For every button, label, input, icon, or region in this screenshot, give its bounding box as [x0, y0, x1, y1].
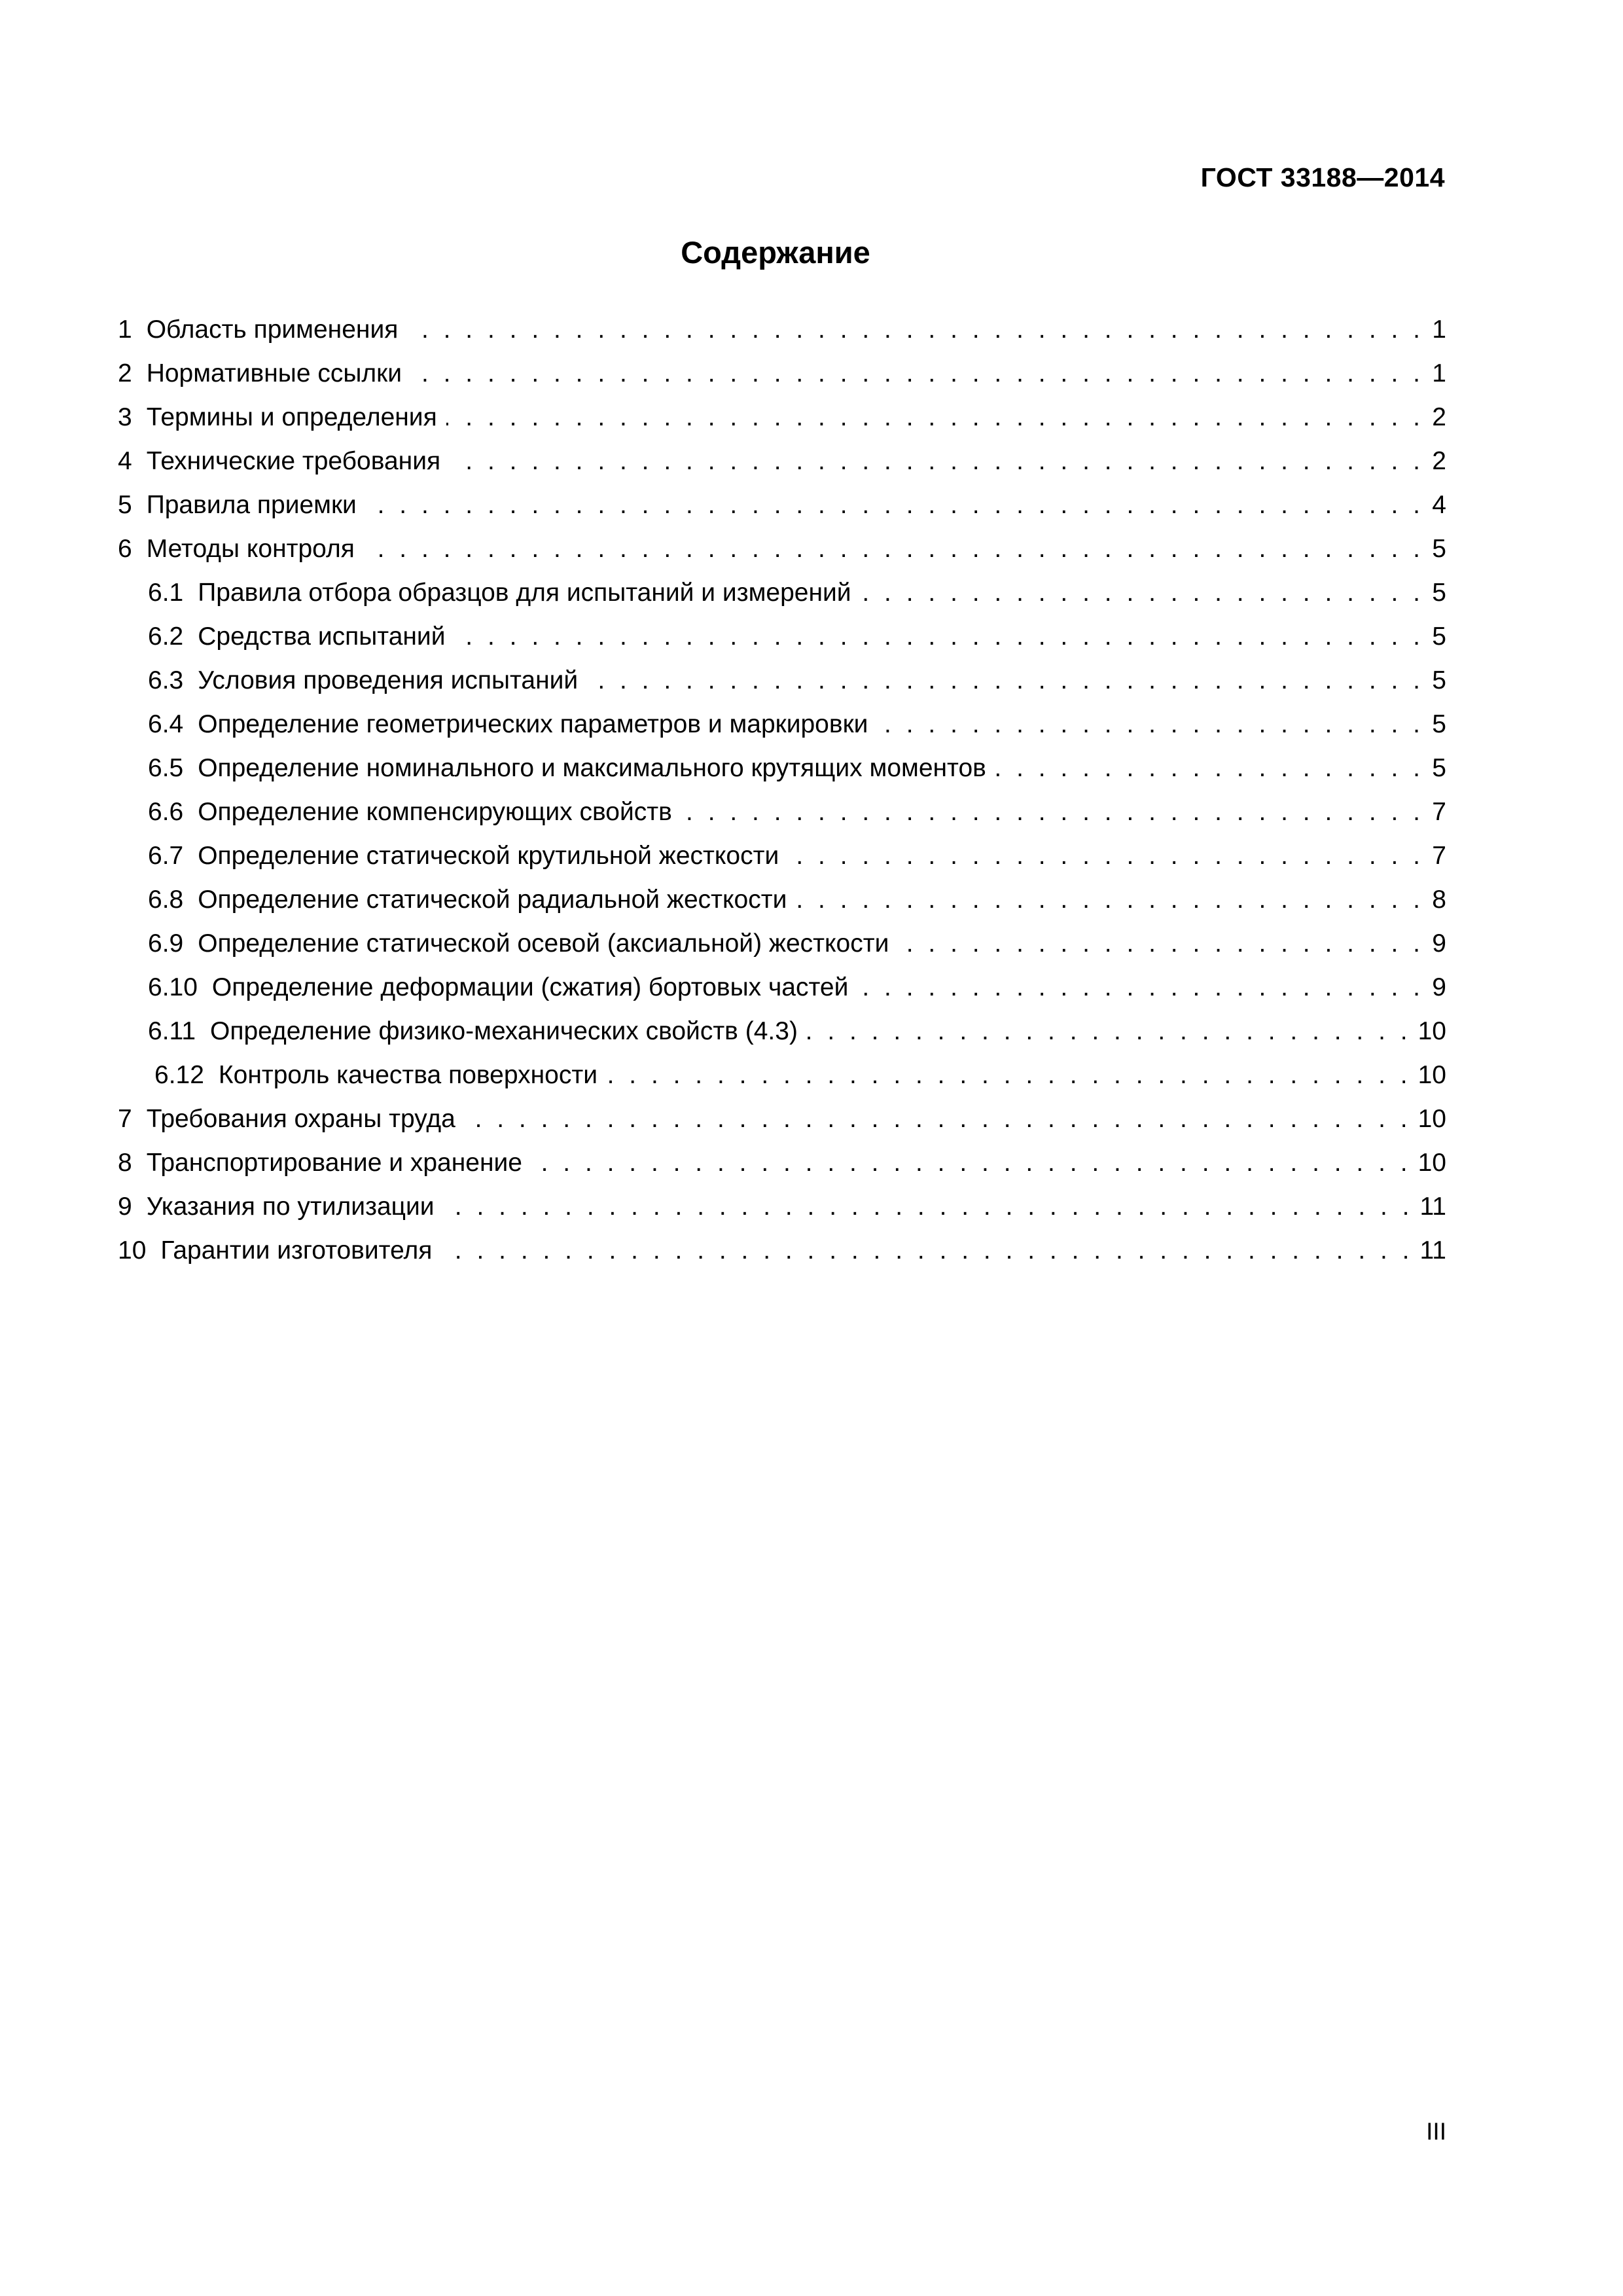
toc-entry-number: 6.12 — [154, 1061, 204, 1089]
toc-entry-page: 10 — [1418, 1105, 1446, 1133]
toc-entry-number: 4 — [118, 447, 132, 475]
toc-entry-title: Условия проведения испытаний — [198, 666, 579, 694]
toc-entry-page: 10 — [1418, 1149, 1446, 1177]
toc-leader-dots — [465, 1103, 1412, 1134]
toc-entry-title: Определение статической радиальной жесткости — [198, 886, 787, 914]
toc-entry-number: 2 — [118, 359, 132, 387]
toc-entry-page: 4 — [1432, 491, 1446, 519]
toc-entry-page: 11 — [1419, 1236, 1446, 1265]
toc-leader-dots — [898, 928, 1424, 959]
toc-entry-page: 2 — [1432, 403, 1446, 431]
toc-entry-number: 8 — [118, 1149, 132, 1177]
toc-entry-page: 5 — [1432, 710, 1446, 738]
toc-subentry[interactable] — [118, 652, 1446, 696]
document-number: ГОСТ 33188—2014 — [1200, 162, 1445, 192]
toc-entry-page: 7 — [1432, 842, 1446, 870]
toc-entry-number: 10 — [118, 1236, 147, 1265]
page-title: Содержание — [681, 235, 870, 270]
toc-entry-title: Определение деформации (сжатия) бортовых частей — [211, 973, 849, 1001]
toc-entry[interactable] — [118, 433, 1446, 476]
toc-entry-number: 6.9 — [148, 929, 184, 958]
toc-leader-dots — [877, 709, 1424, 740]
toc-entry-number: 1 — [118, 315, 132, 344]
toc-entry-page: 2 — [1432, 447, 1446, 475]
toc-entry[interactable] — [118, 1134, 1446, 1178]
toc-leader-dots — [407, 314, 1424, 345]
toc-subentry[interactable] — [118, 1047, 1446, 1090]
toc-leader-dots — [607, 1060, 1412, 1090]
toc-entry-page: 10 — [1418, 1061, 1446, 1089]
page-number: III — [1426, 2118, 1446, 2145]
toc-subentry[interactable] — [118, 827, 1446, 871]
toc-entry-number: 6 — [118, 535, 132, 563]
toc-entry-title: Гарантии изготовителя — [160, 1236, 433, 1265]
toc-entry-number: 3 — [118, 403, 132, 431]
toc-entry-title: Термины и определения — [146, 403, 437, 431]
toc-entry-page: 1 — [1432, 359, 1446, 387]
toc-entry-title: Транспортирование и хранение — [146, 1149, 522, 1177]
toc-entry-number: 6.2 — [148, 622, 184, 651]
toc-entry-title: Определение компенсирующих свойств — [198, 798, 672, 826]
toc-leader-dots — [995, 753, 1424, 783]
toc-subentry[interactable] — [118, 696, 1446, 740]
toc-entry-title: Средства испытаний — [198, 622, 446, 651]
toc-entry-title: Указания по утилизации — [146, 1193, 435, 1221]
toc-entry[interactable] — [118, 1222, 1446, 1266]
toc-entry-page: 10 — [1418, 1017, 1446, 1045]
toc-entry-number: 6.4 — [148, 710, 184, 738]
toc-leader-dots — [681, 797, 1424, 827]
toc-entry-number: 6.8 — [148, 886, 184, 914]
toc-entry[interactable] — [118, 345, 1446, 389]
toc-entry-title: Область применения — [146, 315, 399, 344]
toc-entry-title: Определение геометрических параметров и маркировки — [198, 710, 868, 738]
toc-entry-title: Методы контроля — [146, 535, 355, 563]
toc-subentry[interactable] — [118, 564, 1446, 608]
toc-leader-dots — [446, 402, 1424, 433]
toc-entry[interactable] — [118, 1090, 1446, 1134]
toc-entry-title: Технические требования — [146, 447, 441, 475]
toc-entry-number: 6.7 — [148, 842, 184, 870]
toc-entry-title: Определение физико-механических свойств (4.3) — [210, 1017, 798, 1045]
toc-leader-dots — [807, 1016, 1412, 1047]
toc-entry-title: Нормативные ссылки — [146, 359, 402, 387]
toc-entry-page: 1 — [1432, 315, 1446, 344]
toc-entry-number: 6.6 — [148, 798, 184, 826]
toc-entry[interactable] — [118, 1178, 1446, 1222]
toc-leader-dots — [364, 533, 1424, 564]
toc-leader-dots — [444, 1191, 1414, 1222]
toc-entry-page: 5 — [1432, 622, 1446, 651]
toc-subentry[interactable] — [118, 871, 1446, 915]
toc-entry-page: 9 — [1432, 929, 1446, 958]
toc-entry-page: 5 — [1432, 754, 1446, 782]
toc-entry-page: 5 — [1432, 535, 1446, 563]
toc-leader-dots — [411, 358, 1424, 389]
toc-entry-title: Правила отбора образцов для испытаний и измерений — [198, 579, 851, 607]
toc-entry-number: 7 — [118, 1105, 132, 1133]
toc-leader-dots — [366, 490, 1424, 520]
toc-entry-title: Контроль качества поверхности — [218, 1061, 597, 1089]
toc-subentry[interactable] — [118, 959, 1446, 1003]
toc-entry-title: Определение статической осевой (аксиальной) жесткости — [198, 929, 889, 958]
toc-entry-title: Определение статической крутильной жесткости — [198, 842, 779, 870]
toc-subentry[interactable] — [118, 915, 1446, 959]
toc-entry-number: 5 — [118, 491, 132, 519]
toc-entry-title: Правила приемки — [146, 491, 357, 519]
toc-subentry[interactable] — [118, 608, 1446, 652]
toc-entry-page: 5 — [1432, 579, 1446, 607]
toc-leader-dots — [455, 621, 1425, 652]
toc-entry-number: 6.1 — [148, 579, 184, 607]
toc-subentry[interactable] — [118, 1003, 1446, 1047]
toc-entry[interactable] — [118, 476, 1446, 520]
toc-leader-dots — [788, 840, 1424, 871]
table-of-contents — [118, 301, 1446, 1266]
toc-entry-page: 9 — [1432, 973, 1446, 1001]
toc-entry-number: 9 — [118, 1193, 132, 1221]
toc-entry-title: Определение номинального и максимального крутящих моментов — [198, 754, 986, 782]
toc-leader-dots — [857, 972, 1424, 1003]
toc-entry[interactable] — [118, 301, 1446, 345]
toc-leader-dots — [587, 665, 1424, 696]
toc-entry-number: 6.3 — [148, 666, 184, 694]
toc-leader-dots — [796, 884, 1424, 915]
toc-entry-page: 7 — [1432, 798, 1446, 826]
toc-leader-dots — [450, 446, 1424, 476]
toc-leader-dots — [441, 1235, 1413, 1266]
toc-entry-page: 8 — [1432, 886, 1446, 914]
toc-entry[interactable] — [118, 389, 1446, 433]
toc-entry-page: 11 — [1419, 1193, 1446, 1221]
toc-entry-number: 6.5 — [148, 754, 184, 782]
toc-entry-number: 6.11 — [148, 1017, 196, 1045]
toc-leader-dots — [531, 1147, 1412, 1178]
toc-entry-page: 5 — [1432, 666, 1446, 694]
toc-subentry[interactable] — [118, 740, 1446, 783]
toc-entry-title: Требования охраны труда — [146, 1105, 455, 1133]
toc-entry[interactable] — [118, 520, 1446, 564]
toc-leader-dots — [861, 577, 1424, 608]
toc-entry-number: 6.10 — [148, 973, 198, 1001]
toc-subentry[interactable] — [118, 783, 1446, 827]
